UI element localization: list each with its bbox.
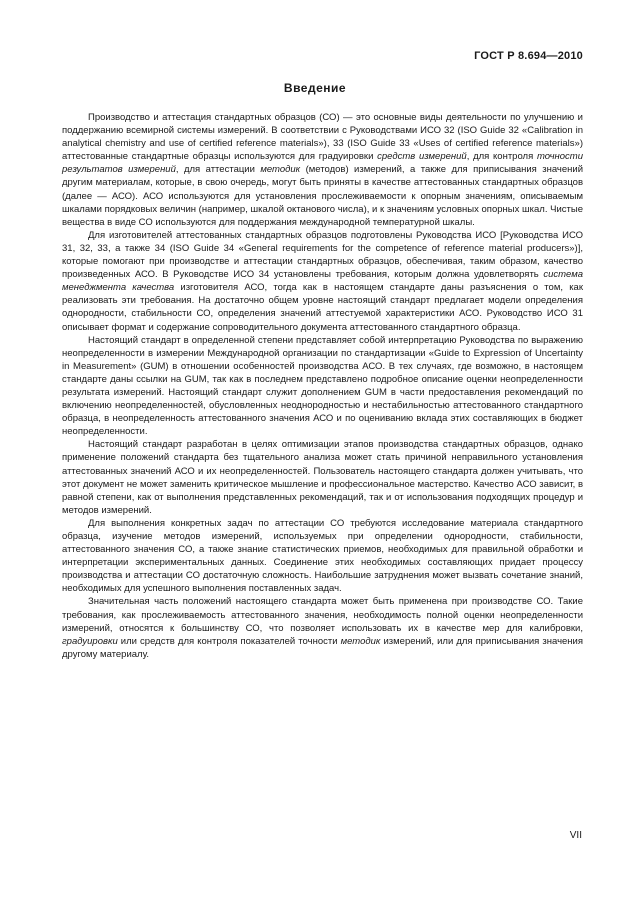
paragraph-6	[62, 595, 583, 660]
page-number: VII	[569, 830, 582, 841]
introduction-body	[62, 111, 583, 661]
paragraph-4	[62, 438, 583, 517]
italic-term: методик	[260, 164, 301, 176]
italic-term: точности результатов измерений	[62, 151, 583, 176]
text-run: (методов) измерений, а также для приписывания значений другим материалам, которые, в свою очередь, могут быть приняты в качестве аттестованных стандартных образцов (далее — АСО). АСО используются для установления прослеживаемости к опорным значениям, описываемым шкалами порядковых величин (например, шкалой октанового числа), и к значениям условных опорных шкал. Чистые вещества в виде СО используются для поддержания международной температурной шкалы.	[62, 164, 584, 228]
text-run: или средств для контроля показателей точности	[117, 635, 341, 647]
text-run: Настоящий стандарт в определенной степени представляет собой интерпретацию Руководства по выражению неопределенности в измерении Международной организации по стандартизации «Guide to Expression of Uncertainty in Measurement» (GUM) в отношении особенностей производства АСО. В тех случаях, где возможно, в настоящем стандарте даны ссылки на GUM, так как в последнем представлено подробное описание оценки неопределенности результата измерений. Настоящий стандарт служит дополнением GUM в части предоставления рекомендаций по включению неопределенностей, обусловленных неоднородностью и нестабильностью аттестованного стандартного образца, в неопределенность аттестованного значения АСО и по оцениванию вклада этих составляющих в бюджет неопределенности.	[62, 334, 583, 438]
text-run: Настоящий стандарт разработан в целях оптимизации этапов производства стандартных образцов, однако применение положений стандарта без тщательного анализа может стать причиной неправильного установления аттестованных значений АСО и их неопределенностей. Пользователь настоящего стандарта должен учитывать, что этот документ не может заменить критическое мышление и профессиональное мастерство. Качество АСО зависит, в равной степени, как от выполнения представленных рекомендаций, так и от использования подходящих процедур и методов измерений.	[62, 439, 583, 516]
text-run: изготовителя АСО, тогда как в настоящем стандарте даны разъяснения о том, как реализовать эти требования. На достаточно общем уровне настоящий стандарт предлагает модели определения однородности, стабильности СО, определения значений аттестуемой характеристики АСО. Руководство ИСО 31 описывает формат и содержание сопроводительного документа аттестованного стандартного образца.	[62, 282, 583, 333]
italic-term: средств измерений	[377, 151, 467, 163]
paragraph-1	[62, 111, 583, 229]
text-run: Для изготовителей аттестованных стандартных образцов подготовлены Руководства ИСО [Руководства ИСО 31, 32, 33, а также 34 (ISO Guide 34 «General requirements for the competence of reference material producers»)], которые помогают при производстве и аттестации стандартных образцов, обеспечивая, таким образом, качество произведенных АСО. В Руководстве ИСО 34 установлены требования, которым должна удовлетворять	[62, 229, 583, 281]
italic-term: методик	[340, 635, 381, 647]
text-run: Значительная часть положений настоящего стандарта может быть применена при производстве СО. Такие требования, как прослеживаемость аттестованного значения, необходимость полной оценки неопределенности измерений, относятся к большинству СО, что позволяет использовать их в качестве мер для калибровки,	[62, 596, 583, 634]
paragraph-2	[62, 229, 583, 334]
text-run: измерений, или для приписывания значения другому материалу.	[62, 635, 583, 660]
paragraph-5	[62, 517, 583, 596]
text-run: , для контроля	[466, 151, 537, 163]
document-header-standard-id: ГОСТ Р 8.694—2010	[474, 50, 583, 62]
text-run: Для выполнения конкретных задач по аттестации СО требуются исследование материала стандартного образца, изучение методов измерений, используемых при определении однородности, стабильности, аттестованного значения СО, а также знание статистических приемов, необходимых для правильной обработки и интерпретации экспериментальных данных. Соединение этих необходимых составляющих придает процессу производства и аттестации СО достаточную сложность. Наибольшие затруднения может вызвать сочетание знаний, необходимых для успешного выполнения поставленных задач.	[62, 517, 583, 595]
paragraph-3	[62, 334, 583, 439]
section-title: Введение	[283, 81, 347, 95]
italic-term: система менеджмента качества	[62, 269, 583, 294]
text-run: , для аттестации	[175, 164, 261, 176]
italic-term: градуировки	[62, 635, 118, 647]
text-run: Производство и аттестация стандартных образцов (СО) — это основные виды деятельности по улучшению и поддержанию всемирной системы измерений. В соответствии с Руководствами ИСО 32 (ISO Guide 32 «Calibration in analytical chemistry and use of certified reference materials»), 33 (ISO Guide 33 «Uses of certified reference materials») аттестованные стандартные образцы используются для градуировки	[62, 112, 583, 163]
